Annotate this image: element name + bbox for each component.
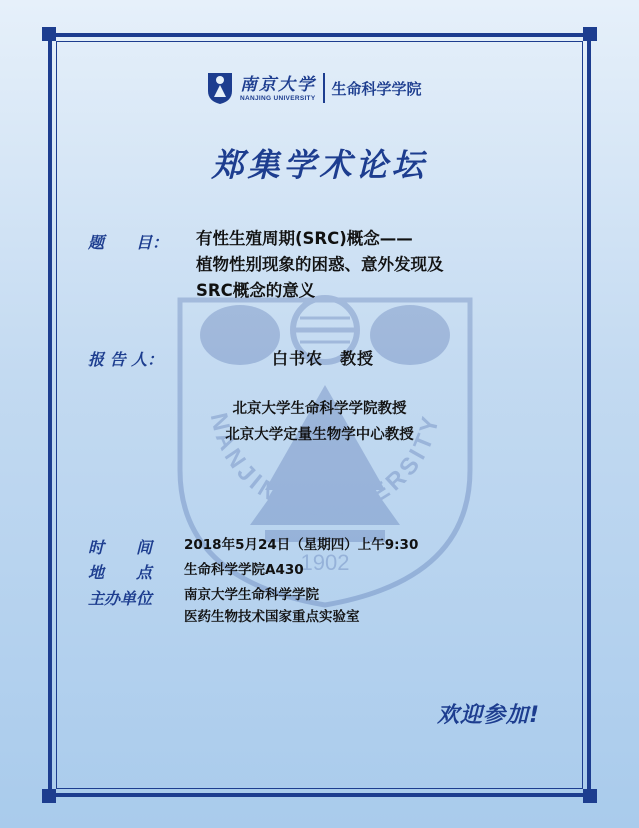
speaker-affiliation: 北京大学生命科学学院教授 xyxy=(232,401,407,417)
university-name-cn: 南京大学 xyxy=(240,74,316,95)
corner-ornament-tr xyxy=(583,27,597,41)
school-name: 生命科学学院 xyxy=(331,79,422,98)
topic-value xyxy=(196,226,444,304)
topic-line: SRC概念的意义 xyxy=(196,281,316,300)
corner-ornament-tl xyxy=(42,27,56,41)
university-name xyxy=(240,75,316,102)
organizer-line: 南京大学生命科学学院 xyxy=(184,587,319,603)
speaker-name: 白书农 教授 xyxy=(272,349,375,368)
topic-line: 有性生殖周期(SRC)概念—— xyxy=(196,229,413,248)
welcome-text: 欢迎参加! xyxy=(437,703,541,728)
organizer-label: 主办单位 xyxy=(88,589,153,608)
time-value: 2018年5月24日（星期四）上午9:30 xyxy=(184,537,419,553)
corner-ornament-br xyxy=(583,789,597,803)
header xyxy=(206,66,422,110)
place-label: 地 点 xyxy=(88,563,153,582)
university-seal-icon xyxy=(206,71,234,105)
organizer-value xyxy=(184,584,360,628)
watermark-text: NANJING UNIVERSITY xyxy=(204,410,446,522)
place-value: 生命科学学院A430 xyxy=(184,562,304,578)
time-label: 时 间 xyxy=(88,538,153,557)
corner-ornament-bl xyxy=(42,789,56,803)
university-name-en: NANJING UNIVERSITY xyxy=(240,94,316,102)
organizer-line: 医药生物技术国家重点实验室 xyxy=(184,609,360,625)
topic-line: 植物性别现象的困惑、意外发现及 xyxy=(196,255,444,274)
watermark-year: 1902 xyxy=(300,550,350,575)
forum-title: 郑集学术论坛 xyxy=(211,146,428,184)
speaker-affiliation: 北京大学定量生物学中心教授 xyxy=(225,427,414,443)
topic-label: 题 目： xyxy=(88,233,169,252)
speaker-label: 报 告 人： xyxy=(88,350,164,369)
header-divider xyxy=(323,73,325,103)
